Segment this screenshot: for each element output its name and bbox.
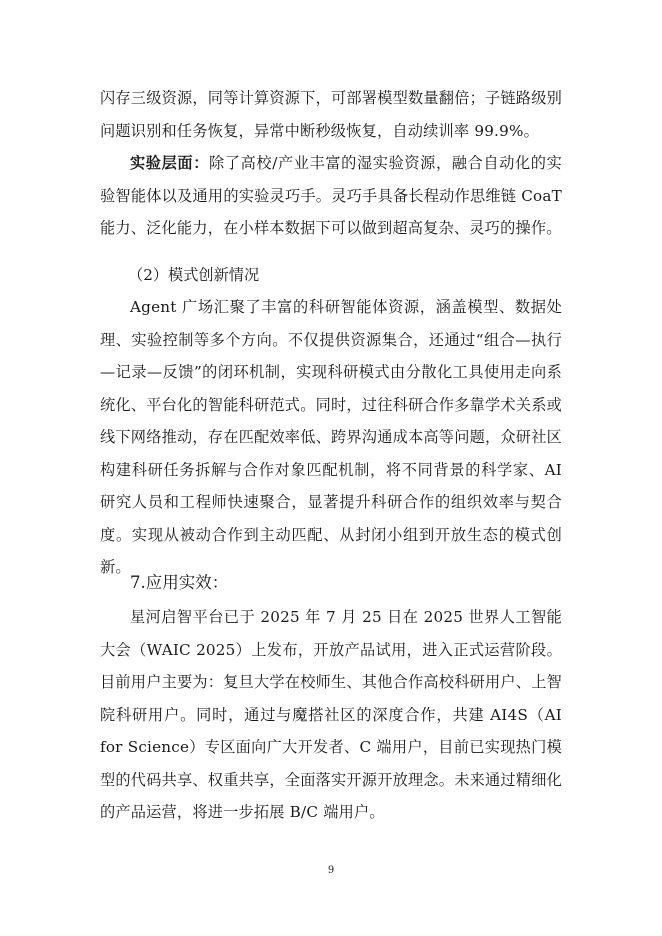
- application-paragraph: 星河启智平台已于 2025 年 7 月 25 日在 2025 世界人工智能大会（WAIC 2025）上发布，开放产品试用，进入正式运营阶段。目前用户主要为：复旦大学在校师生、其他合作高校科研用户、上智院科研用户。同时，通过与魔搭社区的深度合作，共建 AI4S（AI for Science）专区面向广大开发者、C 端用户，目前已实现热门模型的代码共享、权重共享，全面落实开源开放理念。未来通过精细化的产品运营，将进一步拓展 B/C 端用户。: [100, 608, 562, 821]
- continued-paragraph: 闪存三级资源，同等计算资源下，可部署模型数量翻倍；子链路级别问题识别和任务恢复，异常中断秒级恢复，自动续训率 99.9%。: [100, 89, 562, 140]
- page-number: 9: [327, 865, 335, 876]
- experiment-text: 除了高校/产业丰富的湿实验资源，融合自动化的实验智能体以及通用的实验灵巧手。灵巧手具备长程动作思维链 CoaT 能力、泛化能力，在小样本数据下可以做到超高复杂、灵巧的操作。: [100, 154, 562, 237]
- mode-innovation-subheading: （2）模式创新情况: [128, 266, 260, 284]
- experiment-paragraph: [100, 147, 562, 245]
- experiment-lead: 实验层面：: [130, 154, 210, 172]
- mode-innovation-paragraph: Agent 广场汇聚了丰富的科研智能体资源，涵盖模型、数据处理、实验控制等多个方向。不仅提供资源集合，还通过“组合—执行—记录—反馈”的闭环机制，实现科研模式由分散化工具使用走向系统化、平台化的智能科研范式。同时，过往科研合作多靠学术关系或线下网络推动，存在匹配效率低、跨界沟通成本高等问题，众研社区构建科研任务拆解与合作对象匹配机制，将不同背景的科学家、AI 研究人员和工程师快速聚合，显著提升科研合作的组织效率与契合度。实现从被动合作到主动匹配、从封闭小组到开放生态的模式创新。: [100, 298, 562, 576]
- section-heading: 7.应用实效：: [130, 573, 229, 592]
